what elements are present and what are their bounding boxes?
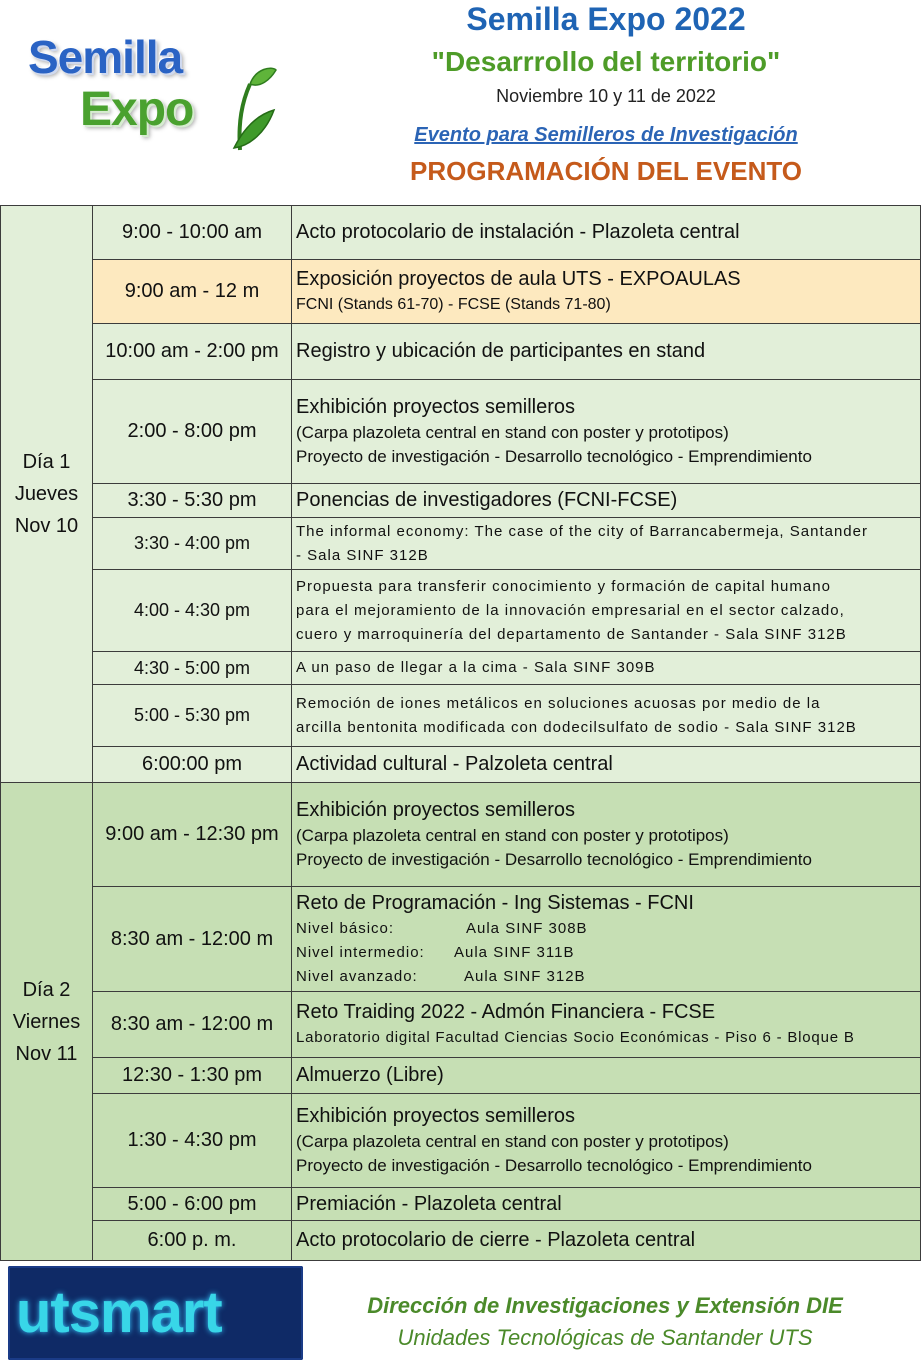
time-cell: 4:30 - 5:00 pm (93, 652, 292, 685)
talk-title: The informal economy: The case of the city of Barrancabermeja, Santander (296, 522, 868, 540)
program-heading: PROGRAMACIÓN DEL EVENTO (410, 156, 802, 186)
table-row (1, 652, 921, 685)
level-label: Nivel avanzado: (296, 967, 418, 985)
level-row (296, 965, 916, 989)
level-row (296, 941, 916, 965)
table-row (1, 783, 921, 887)
activity-detail: Proyecto de investigación - Desarrollo tecnológico - Emprendimiento (296, 447, 812, 466)
activity-cell (292, 652, 921, 685)
table-row (1, 324, 921, 380)
day1-weekday: Jueves (14, 483, 79, 505)
logo-word-expo: Expo (80, 83, 194, 136)
table-row (1, 380, 921, 484)
talk-title: para el mejoramiento de la innovación empresarial en el sector calzado, (296, 601, 845, 619)
activity-title: Exhibición proyectos semilleros (296, 799, 576, 821)
table-row (1, 1094, 921, 1188)
day1-cell (1, 206, 93, 783)
activity-cell (292, 380, 921, 484)
activity-title: Exhibición proyectos semilleros (296, 396, 576, 418)
activity-detail: FCNI (Stands 61-70) - FCSE (Stands 71-80) (296, 296, 611, 313)
activity-cell (292, 783, 921, 887)
table-row (1, 992, 921, 1058)
day2-cell (1, 783, 93, 1261)
time-cell: 6:00:00 pm (93, 747, 292, 783)
day2-date: Nov 11 (15, 1042, 78, 1065)
time-cell: 4:00 - 4:30 pm (93, 570, 292, 652)
level-room: Aula SINF 312B (464, 967, 586, 985)
time-cell: 9:00 am - 12:30 pm (93, 783, 292, 887)
talk-title: A un paso de llegar a la cima - Sala SINF 309B (296, 659, 656, 676)
event-type-link[interactable]: Evento para Semilleros de Investigación (414, 124, 798, 146)
day2-weekday: Viernes (12, 1010, 81, 1033)
table-row (1, 206, 921, 260)
day2-label: Día 2 (22, 978, 71, 1001)
time-cell: 2:00 - 8:00 pm (93, 380, 292, 484)
activity-detail: (Carpa plazoleta central en stand con poster y prototipos) (296, 423, 729, 442)
day1-label: Día 1 (22, 451, 71, 473)
time-cell: 5:00 - 5:30 pm (93, 685, 292, 747)
activity-detail: Laboratorio digital Facultad Ciencias Socio Económicas - Piso 6 - Bloque B (296, 1029, 855, 1046)
table-row (1, 1221, 921, 1261)
activity-cell (292, 887, 921, 992)
level-label: Nivel intermedio: (296, 943, 425, 961)
table-row (1, 747, 921, 783)
day1-date: Nov 10 (14, 515, 79, 537)
activity-title: Ponencias de investigadores (FCNI-FCSE) (296, 489, 678, 511)
activity-cell (292, 324, 921, 380)
activity-title: Reto de Programación - Ing Sistemas - FCNI (296, 891, 694, 914)
time-cell: 3:30 - 4:00 pm (93, 518, 292, 570)
activity-cell (292, 992, 921, 1058)
time-cell: 6:00 p. m. (93, 1221, 292, 1261)
time-cell: 3:30 - 5:30 pm (93, 484, 292, 518)
level-room: Aula SINF 308B (466, 919, 588, 937)
talk-room: cuero y marroquinería del departamento de Santander - Sala SINF 312B (296, 625, 847, 643)
activity-cell (292, 1188, 921, 1221)
activity-detail: Proyecto de investigación - Desarrollo tecnológico - Emprendimiento (296, 850, 812, 869)
footer-department: Dirección de Investigaciones y Extensión DIE (367, 1293, 843, 1318)
level-label: Nivel básico: (296, 919, 395, 937)
activity-title: Almuerzo (Libre) (296, 1064, 444, 1086)
activity-cell (292, 1058, 921, 1094)
schedule-table (0, 205, 921, 1261)
activity-title: Registro y ubicación de participantes en stand (296, 340, 706, 362)
activity-detail: (Carpa plazoleta central en stand con poster y prototipos) (296, 1132, 729, 1151)
time-cell: 8:30 am - 12:00 m (93, 887, 292, 992)
time-cell: 1:30 - 4:30 pm (93, 1094, 292, 1188)
activity-cell (292, 685, 921, 747)
activity-title: Actividad cultural - Palzoleta central (296, 753, 613, 775)
table-row (1, 570, 921, 652)
time-cell: 12:30 - 1:30 pm (93, 1058, 292, 1094)
activity-cell (292, 518, 921, 570)
talk-title: Propuesta para transferir conocimiento y formación de capital humano (296, 577, 831, 595)
logo-word-semilla: Semilla (28, 31, 183, 83)
activity-detail: Proyecto de investigación - Desarrollo tecnológico - Emprendimiento (296, 1156, 812, 1175)
activity-cell (292, 747, 921, 783)
table-row (1, 260, 921, 324)
activity-cell (292, 484, 921, 518)
level-room: Aula SINF 311B (454, 943, 575, 961)
table-row (1, 518, 921, 570)
activity-cell (292, 260, 921, 324)
page-title: Semilla Expo 2022 (466, 1, 746, 37)
utsmart-logo (8, 1266, 303, 1360)
activity-title: Exposición proyectos de aula UTS - EXPOAULAS (296, 268, 741, 290)
activity-title: Reto Traiding 2022 - Admón Financiera - FCSE (296, 1001, 716, 1023)
table-row (1, 685, 921, 747)
time-cell: 9:00 - 10:00 am (93, 206, 292, 260)
activity-title: Premiación - Plazoleta central (296, 1192, 562, 1215)
activity-cell (292, 206, 921, 260)
time-cell: 5:00 - 6:00 pm (93, 1188, 292, 1221)
time-cell: 9:00 am - 12 m (93, 260, 292, 324)
activity-title: Acto protocolario de instalación - Plazoleta central (296, 221, 740, 243)
table-row (1, 1188, 921, 1221)
table-row (1, 484, 921, 518)
sprout-icon (220, 62, 280, 152)
semilla-expo-logo (28, 22, 280, 152)
activity-cell (292, 1094, 921, 1188)
activity-detail: (Carpa plazoleta central en stand con poster y prototipos) (296, 826, 729, 845)
activity-title: Acto protocolario de cierre - Plazoleta central (296, 1229, 696, 1251)
time-cell: 10:00 am - 2:00 pm (93, 324, 292, 380)
table-row (1, 1058, 921, 1094)
time-cell: 8:30 am - 12:00 m (93, 992, 292, 1058)
talk-title: Remoción de iones metálicos en soluciones acuosas por medio de la (296, 694, 821, 712)
event-date: Noviembre 10 y 11 de 2022 (496, 86, 716, 106)
activity-cell (292, 1221, 921, 1261)
table-row (1, 887, 921, 992)
activity-title: Exhibición proyectos semilleros (296, 1105, 576, 1127)
page-subtitle: "Desarrrollo del territorio" (431, 46, 781, 77)
activity-cell (292, 570, 921, 652)
talk-room: - Sala SINF 312B (296, 546, 429, 564)
utsmart-logo-text: utsmart (16, 1280, 222, 1345)
talk-room: arcilla bentonita modificada con dodecilsulfato de sodio - Sala SINF 312B (296, 718, 857, 736)
footer-institution: Unidades Tecnológicas de Santander UTS (397, 1325, 813, 1350)
level-row (296, 917, 916, 941)
